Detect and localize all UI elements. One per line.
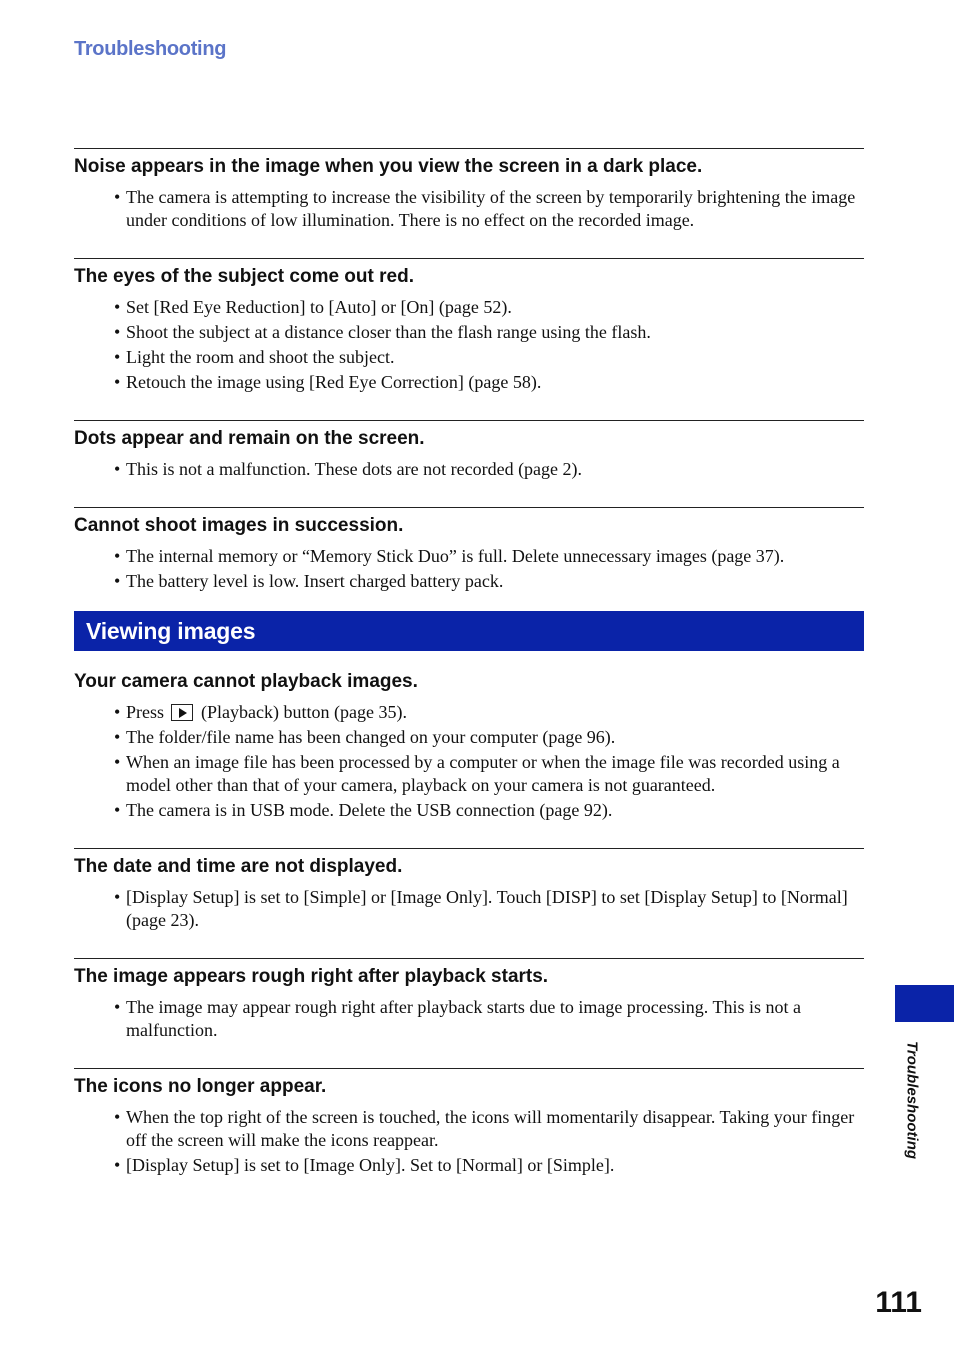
bullet-list — [74, 545, 864, 593]
list-item: • The battery level is low. Insert charged battery pack. — [126, 570, 864, 593]
bullet-list — [74, 296, 864, 394]
running-header: Troubleshooting — [74, 38, 227, 60]
list-item: • The image may appear rough right after playback starts due to image processing. This is not a malfunction. — [126, 996, 864, 1042]
press-prefix: Press — [126, 702, 165, 722]
page-number: 111 — [875, 1286, 922, 1319]
bullet-list — [74, 186, 864, 232]
section-banner — [74, 611, 864, 651]
section-red-eye — [74, 258, 864, 394]
list-item: • The internal memory or “Memory Stick Duo” is full. Delete unnecessary images (page 37). — [126, 545, 864, 568]
section-noise-dark — [74, 148, 864, 232]
page-content — [74, 148, 864, 1203]
bullet-list — [74, 458, 864, 481]
section-date-time — [74, 848, 864, 932]
playback-icon — [171, 704, 193, 721]
side-tab-marker — [895, 985, 954, 1022]
list-item: • Retouch the image using [Red Eye Correction] (page 58). — [126, 371, 864, 394]
list-item: • The camera is attempting to increase the visibility of the screen by temporarily brightening the image under conditions of low illumination. There is no effect on the recorded image. — [126, 186, 864, 232]
section-heading: Cannot shoot images in succession. — [74, 515, 404, 536]
list-item: • [Display Setup] is set to [Image Only]. Set to [Normal] or [Simple]. — [126, 1154, 864, 1177]
banner-title: Viewing images — [86, 617, 256, 644]
section-heading: The eyes of the subject come out red. — [74, 266, 414, 287]
section-heading: Dots appear and remain on the screen. — [74, 428, 425, 449]
section-dots — [74, 420, 864, 481]
bullet-list — [74, 1106, 864, 1177]
section-rough-image — [74, 958, 864, 1042]
section-heading: The date and time are not displayed. — [74, 856, 403, 877]
side-tab-label: Troubleshooting — [903, 1040, 921, 1160]
section-heading: Your camera cannot playback images. — [74, 671, 418, 692]
press-suffix: (Playback) button (page 35). — [201, 702, 407, 722]
bullet-list — [74, 886, 864, 932]
list-item: • When an image file has been processed by a computer or when the image file was recorded using a model other than that of your camera, playback on your camera is not guaranteed. — [126, 751, 864, 797]
section-succession — [74, 507, 864, 593]
list-item: • When the top right of the screen is touched, the icons will momentarily disappear. Taking your finger off the screen will make the icons reappear. — [126, 1106, 864, 1152]
list-item: • The folder/file name has been changed on your computer (page 96). — [126, 726, 864, 749]
list-item: • Shoot the subject at a distance closer than the flash range using the flash. — [126, 321, 864, 344]
section-cannot-playback — [74, 670, 864, 822]
list-item — [126, 701, 864, 724]
list-item: • Light the room and shoot the subject. — [126, 346, 864, 369]
list-item: • Set [Red Eye Reduction] to [Auto] or [On] (page 52). — [126, 296, 864, 319]
bullet-list — [74, 996, 864, 1042]
list-item: • This is not a malfunction. These dots are not recorded (page 2). — [126, 458, 864, 481]
section-heading: The icons no longer appear. — [74, 1076, 327, 1097]
section-icons-gone — [74, 1068, 864, 1177]
section-heading: The image appears rough right after playback starts. — [74, 966, 549, 987]
list-item: • [Display Setup] is set to [Simple] or [Image Only]. Touch [DISP] to set [Display Setup] to [Normal] (page 23). — [126, 886, 864, 932]
list-item: • The camera is in USB mode. Delete the USB connection (page 92). — [126, 799, 864, 822]
section-heading: Noise appears in the image when you view the screen in a dark place. — [74, 156, 703, 177]
bullet-list — [74, 701, 864, 822]
